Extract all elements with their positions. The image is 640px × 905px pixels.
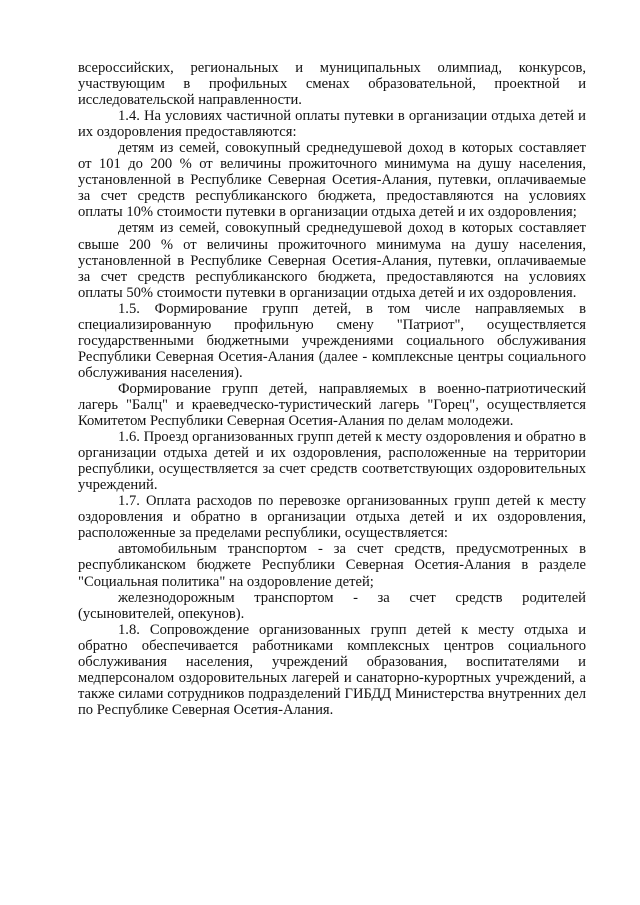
paragraph-continuation: всероссийских, региональных и муниципальных олимпиад, конкурсов, участвующим в профильных сменах образовательной, проектной и исследовательской направленности. [78,60,586,109]
paragraph-1-5-second: Формирование групп детей, направляемых в военно-патриотический лагерь "Балц" и краеведческо-туристический лагерь "Горец", осуществляется Комитетом Республики Северная Осетия-Алания по делам молодежи. [78,380,586,430]
paragraph-1-5: 1.5. Формирование групп детей, в том числе направляемых в специализированную профильную смену "Патриот", осуществляется государственными бюджетными учреждениями социального обслуживания Республики Северная Осетия-Алания (далее - комплексные центры социального обслуживания населения). [78,300,586,381]
paragraph-1-7-item-1: автомобильным транспортом - за счет средств, предусмотренных в республиканском бюджете Республики Северная Осетия-Алания в разделе "Социальная политика" на оздоровление детей; [78,541,586,590]
paragraph-1-6: 1.6. Проезд организованных групп детей к месту оздоровления и обратно в организации отдыха детей и их оздоровления, расположенные на территории республики, осуществляется за счет средств соответствующих оздоровительных учреждений. [78,429,586,494]
paragraph-1-4: 1.4. На условиях частичной оплаты путевки в организации отдыха детей и их оздоровления предоставляются: [78,108,586,141]
paragraph-1-7: 1.7. Оплата расходов по перевозке организованных групп детей к месту оздоровления и обратно в организации отдыха детей и их оздоровления, расположенные за пределами республики, осуществляется: [78,493,586,542]
paragraph-1-4-item-2: детям из семей, совокупный среднедушевой доход в которых составляет свыше 200 % от величины прожиточного минимума на душу населения, установленной в Республике Северная Осетия-Алания, путевки, оплачиваемые за счет средств республиканского бюджета, предоставляются на условиях оплаты 50% стоимости путевки в организации отдыха детей и их оздоровления. [78,220,586,301]
paragraph-1-8: 1.8. Сопровождение организованных групп детей к месту отдыха и обратно обеспечивается работниками комплексных центров социального обслуживания населения, учреждений образования, воспитателями и медперсоналом оздоровительных лагерей и санаторно-курортных учреждений, а также силами сотрудников подразделений ГИБДД Министерства внутренних дел по Республике Северная Осетия-Алания. [78,621,586,718]
paragraph-1-7-item-2: железнодорожным транспортом - за счет средств родителей (усыновителей, опекунов). [78,589,586,622]
document-page [78,60,586,718]
paragraph-1-4-item-1: детям из семей, совокупный среднедушевой доход в которых составляет от 101 до 200 % от величины прожиточного минимума на душу населения, установленной в Республике Северная Осетия-Алания, путевки, оплачиваемые за счет средств республиканского бюджета, предоставляются на условиях оплаты 10% стоимости путевки в организации отдыха детей и их оздоровления; [78,140,586,221]
